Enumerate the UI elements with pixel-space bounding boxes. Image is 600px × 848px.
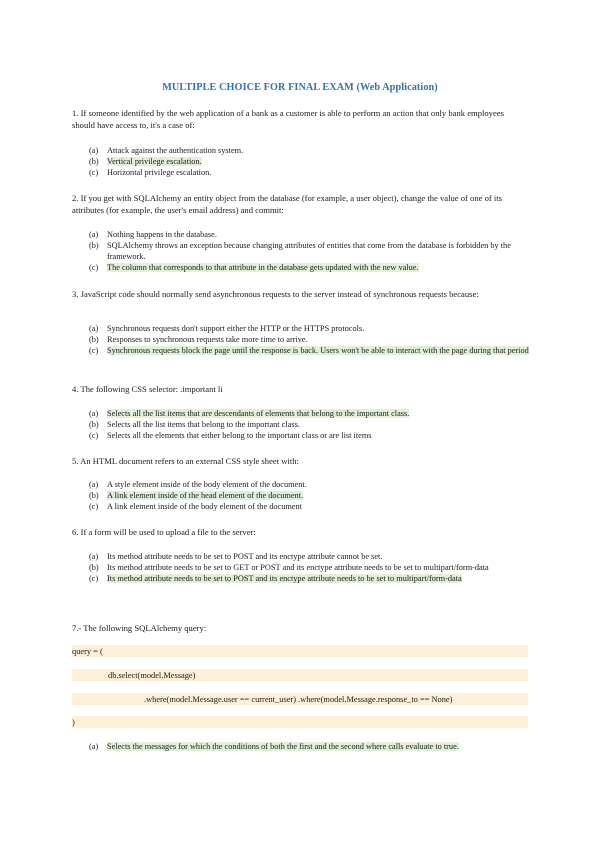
option-text: Attack against the authentication system. <box>107 146 244 155</box>
option-text-highlighted: Synchronous requests block the page until the response is back. Users won't be able to interact with the page during that period <box>107 346 529 355</box>
option-text: Responses to synchronous requests take more time to arrive. <box>107 335 308 344</box>
code-line-1: query = ( <box>72 647 103 656</box>
code-line-4-background <box>72 716 528 728</box>
option-4c[interactable]: (c) Selects all the elements that either belong to the important class or are list items <box>89 431 372 440</box>
option-6a[interactable]: (a) Its method attribute needs to be set to POST and its enctype attribute cannot be set. <box>89 552 383 561</box>
page-title: MULTIPLE CHOICE FOR FINAL EXAM (Web Application) <box>162 82 438 93</box>
option-4a[interactable]: (a) Selects all the list items that are descendants of elements that belong to the important class. <box>89 409 410 418</box>
question-5-text: 5. An HTML document refers to an external CSS style sheet with: <box>72 456 299 466</box>
code-line-4: ) <box>72 718 75 727</box>
question-5-options <box>89 479 529 512</box>
option-text-highlighted: Vertical privilege escalation. <box>107 157 202 166</box>
option-1a[interactable]: (a) Attack against the authentication system. <box>89 146 244 155</box>
option-text: A link element inside of the body element of the document <box>107 502 302 511</box>
option-text: Selects all the elements that either belong to the important class or are list items <box>107 431 372 440</box>
question-3-text: 3. JavaScript code should normally send asynchronous requests to the server instead of synchronous requests because: <box>72 289 479 299</box>
option-5c[interactable]: (c) A link element inside of the body element of the document <box>89 502 302 511</box>
option-text: Selects all the list items that belong to the important class. <box>107 420 300 429</box>
option-3c[interactable]: (c) Synchronous requests block the page until the response is back. Users won't be able to interact with the page during that period <box>89 346 529 355</box>
code-line-2: db.select(model.Message) <box>108 671 196 680</box>
question-1-text: 1. If someone identified by the web application of a bank as a customer is able to perform an action that only bank employees should have access to, it's a case of: <box>72 108 504 130</box>
option-text-highlighted: Selects all the list items that are descendants of elements that belong to the important class. <box>107 409 410 418</box>
question-2-text: 2. If you get with SQLAlchemy an entity object from the database (for example, a user object), change the value of one of its attributes (for example, the user's email address) and commit: <box>72 193 503 215</box>
question-4-text: 4. The following CSS selector: .important li <box>72 384 223 394</box>
option-2a[interactable]: (a) Nothing happens in the database. <box>89 230 217 239</box>
option-text: Synchronous requests don't support either the HTTP or the HTTPS protocols. <box>107 324 365 333</box>
option-text-highlighted: Its method attribute needs to be set to POST and its enctype attribute needs to be set to multipart/form-data <box>107 574 462 583</box>
option-5a[interactable]: (a) A style element inside of the body element of the document. <box>89 480 307 489</box>
question-6-text: 6. If a form will be used to upload a file to the server: <box>72 527 256 537</box>
question-7-text: 7.- The following SQLAlchemy query: <box>72 623 207 633</box>
option-2b[interactable]: (b) SQLAlchemy throws an exception because changing attributes of entities that come from the database is forbidden by the framework. <box>89 241 511 261</box>
option-text-highlighted: A link element inside of the head element of the document. <box>107 491 304 500</box>
question-2-options <box>89 229 529 273</box>
option-7a[interactable]: (a) Selects the messages for which the conditions of both the first and the second where calls evaluate to true. <box>89 742 459 751</box>
option-text: Horizontal privilege escalation. <box>107 168 212 177</box>
question-3-options <box>89 323 529 356</box>
question-6-options <box>89 551 529 584</box>
option-text-highlighted: Selects the messages for which the conditions of both the first and the second where calls evaluate to true. <box>107 742 459 751</box>
code-line-3: .where(model.Message.user == current_user) .where(model.Message.response_to == None) <box>144 695 453 704</box>
code-line-1-background <box>72 645 528 657</box>
option-text: A style element inside of the body element of the document. <box>107 480 307 489</box>
question-4-options <box>89 408 529 441</box>
option-6c[interactable]: (c) Its method attribute needs to be set to POST and its enctype attribute needs to be set to multipart/form-data <box>89 574 462 583</box>
option-3b[interactable]: (b) Responses to synchronous requests take more time to arrive. <box>89 335 308 344</box>
option-text: SQLAlchemy throws an exception because changing attributes of entities that come from the database is forbidden by the framework. <box>107 241 511 261</box>
option-6b[interactable]: (b) Its method attribute needs to be set to GET or POST and its enctype attribute needs to be set to multipart/form-data <box>89 563 489 572</box>
option-text: Its method attribute needs to be set to POST and its enctype attribute cannot be set. <box>107 552 383 561</box>
option-4b[interactable]: (b) Selects all the list items that belong to the important class. <box>89 420 300 429</box>
option-3a[interactable]: (a) Synchronous requests don't support either the HTTP or the HTTPS protocols. <box>89 324 365 333</box>
option-text: Its method attribute needs to be set to GET or POST and its enctype attribute needs to be set to multipart/form-data <box>107 563 489 572</box>
option-5b[interactable]: (b) A link element inside of the head element of the document. <box>89 491 304 500</box>
option-2c[interactable]: (c) The column that corresponds to that attribute in the database gets updated with the new value. <box>89 263 419 272</box>
option-1c[interactable]: (c) Horizontal privilege escalation. <box>89 168 212 177</box>
option-1b[interactable]: (b) Vertical privilege escalation. <box>89 157 202 166</box>
option-text: Nothing happens in the database. <box>107 230 217 239</box>
question-1-options <box>89 145 529 178</box>
option-text-highlighted: The column that corresponds to that attribute in the database gets updated with the new value. <box>107 263 419 272</box>
question-7-options <box>89 741 529 752</box>
